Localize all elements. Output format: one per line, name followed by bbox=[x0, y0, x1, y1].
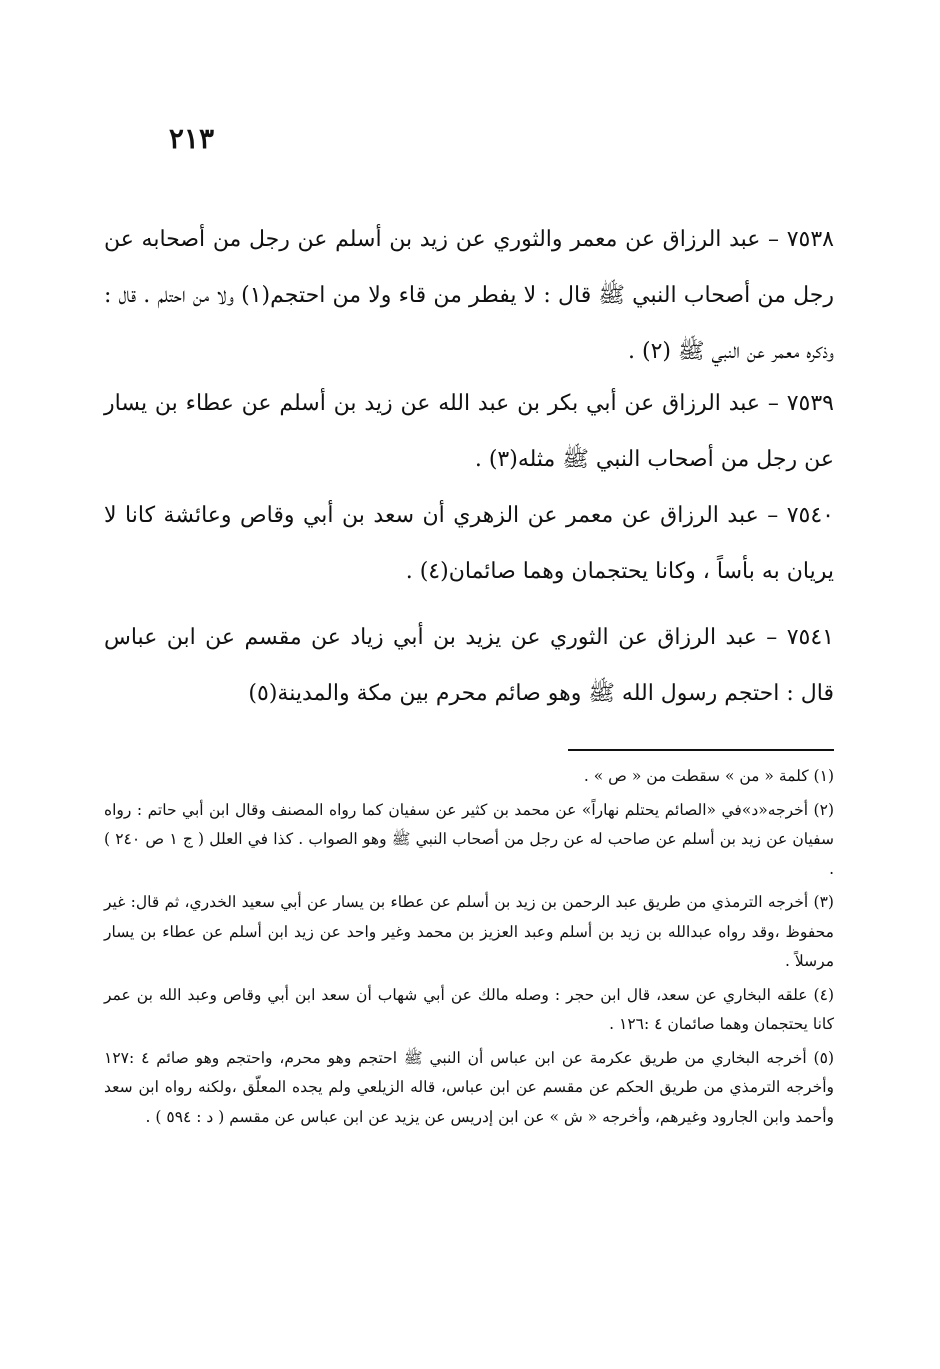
entry-text: عبد الرزاق عن الثوري عن يزيد بن أبي زياد عن مقسم عن ابن عباس قال : احتجم رسول الله ﷺ وهو صائم محرم بين مكة والمدينة(٥) bbox=[104, 625, 834, 706]
entry-number: ٧٥٣٨ bbox=[786, 227, 834, 252]
footnote-1 bbox=[104, 762, 834, 792]
entry-dash: – bbox=[756, 625, 778, 650]
hadith-entry-7540 bbox=[104, 488, 834, 600]
footnote-text: كلمة « من » سقطت من « ص » . bbox=[583, 767, 809, 785]
entry-text: عبد الرزاق عن معمر والثوري عن زيد بن أسلم عن رجل من أصحابه عن رجل من أصحاب النبي ﷺ قال : لا يفطر من قاء ولا من احتجم(١) ولا من احتلم . قال : وذكره معمر عن النبي ﷺ (٢) . bbox=[104, 227, 834, 364]
footnote-marker: (٢) bbox=[813, 800, 834, 819]
entry-dash: – bbox=[760, 227, 780, 252]
footnote-3 bbox=[104, 888, 834, 977]
footnote-marker: (١) bbox=[813, 767, 834, 785]
entry-number: ٧٥٤٠ bbox=[786, 503, 834, 528]
hadith-entry-7538 bbox=[104, 212, 834, 380]
entry-number: ٧٥٤١ bbox=[786, 625, 834, 650]
entry-number: ٧٥٣٩ bbox=[786, 391, 834, 416]
footnotes-section bbox=[104, 762, 834, 1136]
hadith-entry-7539 bbox=[104, 376, 834, 488]
footnote-marker: (٤) bbox=[813, 985, 834, 1004]
footnote-marker: (٥) bbox=[813, 1048, 834, 1067]
footnote-text: أخرجه«د»في «الصائم يحتلم نهاراً» عن محمد بن كثير عن سفيان كما رواه المصنف وقال ابن أبي حاتم : رواه سفيان عن زيد بن أسلم عن صاحب له عن رجل من أصحاب النبي ﷺ وهو الصواب . كذا في العلل ( ج ١ ص ٢٤٠ ) . bbox=[104, 800, 834, 878]
entry-dash: – bbox=[760, 391, 779, 416]
footnote-divider bbox=[568, 749, 834, 751]
page-number: ٢١٣ bbox=[168, 122, 214, 155]
footnote-4 bbox=[104, 981, 834, 1040]
footnote-2 bbox=[104, 796, 834, 885]
footnote-text: أخرجه الترمذي من طريق عبد الرحمن بن زيد بن أسلم عن عطاء بن يسار عن أبي سعيد الخدري، ثم قال: غير محفوظ ،وقد رواه عبدالله بن زيد بن أسلم وعبد العزيز بن محمد وغير واحد عن زيد ابن أسلم عن عطاء بن يسار مرسلاً . bbox=[104, 893, 834, 970]
footnote-marker: (٣) bbox=[813, 893, 834, 911]
footnote-5 bbox=[104, 1044, 834, 1133]
entry-text: عبد الرزاق عن أبي بكر بن عبد الله عن زيد بن أسلم عن عطاء بن يسار عن رجل من أصحاب النبي ﷺ مثله(٣) . bbox=[104, 391, 834, 472]
hadith-entry-7541 bbox=[104, 610, 834, 722]
entry-text: عبد الرزاق عن معمر عن الزهري أن سعد بن أبي وقاص وعائشة كانا لا يريان به بأساً ، وكانا يحتجمان وهما صائمان(٤) . bbox=[104, 503, 834, 584]
entry-dash: – bbox=[758, 503, 779, 528]
footnote-text: أخرجه البخاري من طريق عكرمة عن ابن عباس أن النبي ﷺ احتجم وهو محرم، واحتجم وهو صائم ٤ :١٢٧ وأخرجه الترمذي من طريق الحكم عن مقسم عن ابن عباس، قاله الزيلعي ولم يجده المعلّق ،ولكنه رواه ابن سعد وأحمد وابن الجارود وغيرهم، وأخرجه « ش » عن ابن إدريس عن يزيد عن ابن عباس عن مقسم ( د : ٥٩٤ ) . bbox=[104, 1048, 834, 1126]
footnote-text: علقه البخاري عن سعد، قال ابن حجر : وصله مالك عن أبي شهاب أن سعد ابن أبي وقاص وعبد الله بن عمر كانا يحتجمان وهما صائمان ٤ :١٢٦ . bbox=[104, 985, 834, 1033]
